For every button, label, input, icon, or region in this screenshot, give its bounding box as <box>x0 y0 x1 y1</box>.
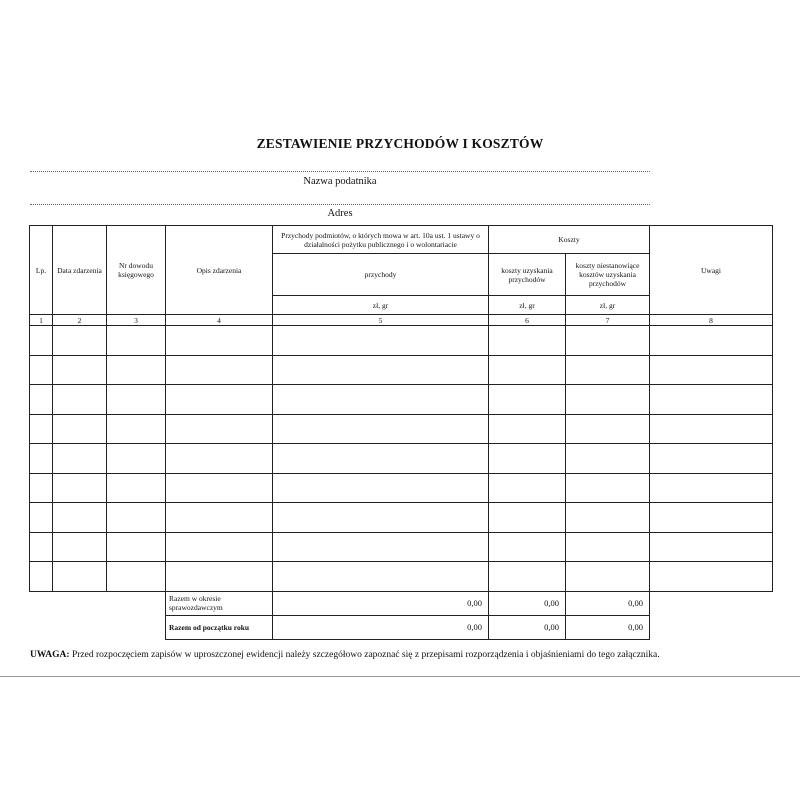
entry-cell <box>30 326 53 356</box>
entry-cell <box>650 562 773 592</box>
totals-period-costs-revenue: 0,00 <box>489 591 566 615</box>
totals-ytd-label: Razem od początku roku <box>166 615 273 639</box>
entry-cell <box>166 532 273 562</box>
entry-cell <box>30 473 53 503</box>
entry-cell <box>53 385 107 415</box>
entry-cell <box>273 473 489 503</box>
entry-cell <box>273 414 489 444</box>
column-number: 7 <box>566 315 650 326</box>
entry-cell <box>30 355 53 385</box>
header-costs-nonrevenue: koszty niestanowiące kosztów uzyskania przychodów <box>566 254 650 296</box>
entry-row <box>30 503 773 533</box>
column-number: 1 <box>30 315 53 326</box>
column-number: 6 <box>489 315 566 326</box>
entry-cell <box>53 473 107 503</box>
entry-cell <box>273 562 489 592</box>
entry-cell <box>566 503 650 533</box>
entry-cell <box>30 414 53 444</box>
entry-cell <box>30 503 53 533</box>
entry-cell <box>273 444 489 474</box>
entry-cell <box>566 562 650 592</box>
page-bottom-rule <box>0 676 800 677</box>
entry-cell <box>53 503 107 533</box>
address-label: Adres <box>327 208 353 219</box>
entry-cell <box>107 532 166 562</box>
entry-cell <box>53 414 107 444</box>
entry-cell <box>107 503 166 533</box>
entry-row <box>30 385 773 415</box>
entry-cell <box>30 444 53 474</box>
ledger-table <box>29 225 773 640</box>
entry-cell <box>489 562 566 592</box>
entry-cell <box>166 326 273 356</box>
entry-cell <box>650 532 773 562</box>
document-title: ZESTAWIENIE PRZYCHODÓW I KOSZTÓW <box>256 136 544 151</box>
entry-cell <box>166 355 273 385</box>
entry-row <box>30 326 773 356</box>
entry-cell <box>566 355 650 385</box>
header-income: przychody <box>273 254 489 296</box>
entry-cell <box>107 473 166 503</box>
entry-cell <box>166 503 273 533</box>
entry-cell <box>107 355 166 385</box>
entry-cell <box>166 444 273 474</box>
entry-cell <box>489 355 566 385</box>
entry-cell <box>107 326 166 356</box>
entry-cell <box>273 326 489 356</box>
entry-cell <box>166 414 273 444</box>
entry-cell <box>566 326 650 356</box>
entry-cell <box>566 473 650 503</box>
entry-cell <box>489 532 566 562</box>
unit-costs-revenue: zł, gr <box>489 296 566 315</box>
entry-cell <box>53 562 107 592</box>
entry-cell <box>566 444 650 474</box>
entry-row <box>30 414 773 444</box>
entry-cell <box>107 385 166 415</box>
entry-cell <box>107 444 166 474</box>
column-number: 3 <box>107 315 166 326</box>
entry-cell <box>566 532 650 562</box>
entry-cell <box>489 385 566 415</box>
entry-cell <box>489 326 566 356</box>
column-number: 2 <box>53 315 107 326</box>
header-income-group: Przychody podmiotów, o których mowa w art. 10a ust. 1 ustawy o działalności pożytku publicznego i o wolontariacie <box>273 226 489 254</box>
entry-cell <box>30 532 53 562</box>
warning-lead: UWAGA: <box>30 650 70 660</box>
entry-cell <box>273 532 489 562</box>
header-remarks: Uwagi <box>650 226 773 315</box>
entry-cell <box>489 444 566 474</box>
entry-cell <box>650 326 773 356</box>
totals-row-ytd <box>30 615 773 639</box>
entry-cell <box>107 414 166 444</box>
header-date: Data zdarzenia <box>53 226 107 315</box>
header-costs-revenue: koszty uzyskania przychodów <box>489 254 566 296</box>
entry-row <box>30 444 773 474</box>
entry-cell <box>650 444 773 474</box>
entry-cell <box>650 414 773 444</box>
entry-cell <box>273 503 489 533</box>
entry-cell <box>489 414 566 444</box>
entry-cell <box>489 473 566 503</box>
totals-period-income: 0,00 <box>273 591 489 615</box>
entry-cell <box>166 562 273 592</box>
warning-note <box>30 650 660 660</box>
entry-row <box>30 532 773 562</box>
totals-period-label: Razem w okresie sprawozdawczym <box>166 591 273 615</box>
entry-cell <box>650 385 773 415</box>
header-doc-no: Nr dowodu księgowego <box>107 226 166 315</box>
totals-ytd-costs-revenue: 0,00 <box>489 615 566 639</box>
taxpayer-name-label: Nazwa podatnika <box>303 176 377 187</box>
entry-cell <box>53 532 107 562</box>
entry-cell <box>650 503 773 533</box>
header-costs-group: Koszty <box>489 226 650 254</box>
entry-cell <box>53 355 107 385</box>
entry-cell <box>166 385 273 415</box>
taxpayer-name-line <box>30 171 650 172</box>
header-description: Opis zdarzenia <box>166 226 273 315</box>
entry-cell <box>650 355 773 385</box>
entry-cell <box>53 326 107 356</box>
warning-text: Przed rozpoczęciem zapisów w uproszczonej ewidencji należy szczegółowo zapoznać się z przepisami rozporządzenia i objaśnieniami do tego załącznika. <box>69 650 660 660</box>
unit-income: zł, gr <box>273 296 489 315</box>
entry-row <box>30 473 773 503</box>
entry-cell <box>566 385 650 415</box>
column-number: 5 <box>273 315 489 326</box>
entry-cell <box>30 562 53 592</box>
entry-row <box>30 355 773 385</box>
address-line <box>30 204 650 205</box>
unit-costs-nonrevenue: zł, gr <box>566 296 650 315</box>
entry-cell <box>273 385 489 415</box>
entry-cell <box>30 385 53 415</box>
entry-cell <box>166 473 273 503</box>
entry-cell <box>107 562 166 592</box>
entry-cell <box>650 473 773 503</box>
totals-row-period <box>30 591 773 615</box>
totals-period-costs-nonrevenue: 0,00 <box>566 591 650 615</box>
entry-cell <box>273 355 489 385</box>
column-number: 8 <box>650 315 773 326</box>
totals-ytd-costs-nonrevenue: 0,00 <box>566 615 650 639</box>
entry-cell <box>489 503 566 533</box>
totals-ytd-income: 0,00 <box>273 615 489 639</box>
header-lp: Lp. <box>30 226 53 315</box>
entry-cell <box>566 414 650 444</box>
column-numbers-row <box>30 315 773 326</box>
entry-cell <box>53 444 107 474</box>
column-number: 4 <box>166 315 273 326</box>
entry-row <box>30 562 773 592</box>
